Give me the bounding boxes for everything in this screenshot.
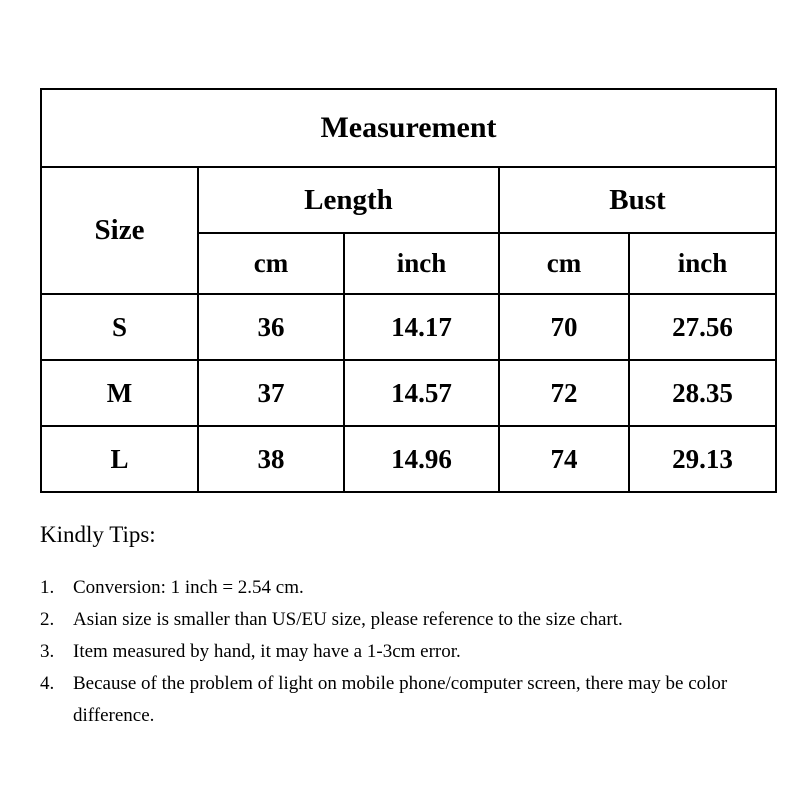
- kindly-tips-section: [40, 518, 800, 732]
- bust-group-header: Bust: [499, 167, 776, 233]
- tip-text: Item measured by hand, it may have a 1-3cm error.: [73, 641, 461, 662]
- tip-item: [40, 604, 800, 636]
- tips-list: [40, 572, 800, 732]
- tip-text: Because of the problem of light on mobile phone/computer screen, there may be color difference.: [73, 673, 728, 726]
- table-title-row: [41, 89, 776, 167]
- tip-number: 4.: [40, 673, 55, 694]
- size-cell: M: [41, 360, 198, 426]
- bust-inch-cell: 29.13: [629, 426, 776, 492]
- bust-inch-cell: 27.56: [629, 294, 776, 360]
- tip-item: [40, 668, 800, 732]
- tips-heading: Kindly Tips:: [40, 522, 156, 547]
- tip-number: 1.: [40, 577, 55, 598]
- tip-item: [40, 636, 800, 668]
- tip-text: Asian size is smaller than US/EU size, please reference to the size chart.: [73, 609, 623, 630]
- length-inch-cell: 14.57: [344, 360, 499, 426]
- length-group-header: Length: [198, 167, 499, 233]
- bust-cm-cell: 72: [499, 360, 629, 426]
- tip-text: Conversion: 1 inch = 2.54 cm.: [73, 577, 304, 598]
- table-group-header-row: [41, 167, 776, 233]
- length-cm-header: cm: [198, 233, 344, 294]
- length-inch-cell: 14.96: [344, 426, 499, 492]
- length-cm-cell: 37: [198, 360, 344, 426]
- table-row: [41, 294, 776, 360]
- table-row: [41, 426, 776, 492]
- bust-cm-header: cm: [499, 233, 629, 294]
- length-inch-header: inch: [344, 233, 499, 294]
- table-title: Measurement: [41, 89, 776, 167]
- size-cell: L: [41, 426, 198, 492]
- tip-number: 2.: [40, 609, 55, 630]
- size-chart-table: [40, 88, 777, 493]
- length-cm-cell: 38: [198, 426, 344, 492]
- bust-inch-cell: 28.35: [629, 360, 776, 426]
- length-cm-cell: 36: [198, 294, 344, 360]
- table-row: [41, 360, 776, 426]
- bust-cm-cell: 70: [499, 294, 629, 360]
- bust-cm-cell: 74: [499, 426, 629, 492]
- length-inch-cell: 14.17: [344, 294, 499, 360]
- tip-item: [40, 572, 800, 604]
- size-cell: S: [41, 294, 198, 360]
- bust-inch-header: inch: [629, 233, 776, 294]
- tip-number: 3.: [40, 641, 55, 662]
- size-column-header: Size: [41, 167, 198, 294]
